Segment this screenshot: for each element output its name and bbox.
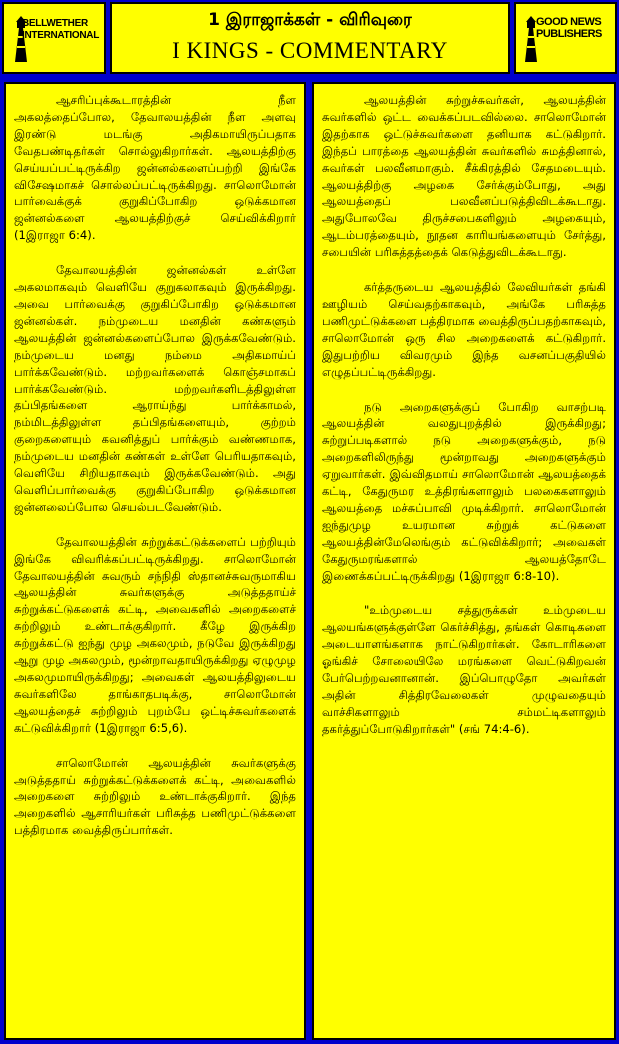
paragraph: ஆலயத்தின் சுற்றுச்சுவர்கள், ஆலயத்தின் சுவர்களில் ஒட்ட வைக்கப்படவில்லை. சாலொமோன் இதற்காக ஒட்டுச்சுவர்களை தனியாக கட்டுகிறார். இந்தப் பாரத்தை ஆலயத்தின் சுவர்களில் சுமத்தினால், சுவர்கள் பலவீனமாகும். சீக்கிரத்தில் சேதமடையும். ஆலயத்திற்கு அழகை சேர்க்கும்போது, அது ஆலயத்தைப் பலவீனப்படுத்திவிடக்கூடாது. அதுபோலவே திருச்சபைகளிலும் அழகையும், ஆடம்பரத்தையும், நூதன காரியங்களையும் சேர்த்து, சபையின் பரிசுத்தத்தைக் கெடுத்துவிடக்கூடாது. [322, 93, 606, 260]
right-logo-text: GOOD NEWS PUBLISHERS [536, 16, 602, 40]
title-tamil: 1 இராஜாக்கள் - விரிவுரை [208, 10, 412, 30]
left-column [4, 82, 306, 1040]
header [2, 2, 617, 78]
paragraph: சாலொமோன் ஆலயத்தின் சுவர்களுக்கு அடுத்ததாய் சுற்றுக்கட்டுக்களைக் கட்டி, அவைகளில் அறைகளை சுற்றிலும் உண்டாக்குகிறார். இந்த அறைகளில் ஆசாரியர்கள் பரிசுத்த பணிமுட்டுக்களை பத்திரமாக வைத்திருப்பார்கள். [14, 755, 296, 838]
title-box [110, 2, 510, 74]
paragraph: தேவாலயத்தின் ஜன்னல்கள் உள்ளே அகலமாகவும் வெளியே குறுகலாகவும் இருக்கிறது. அவை பார்வைக்கு குறுகிப்போகிற ஒடுக்கமான ஜன்னல்கள். நம்முடைய மனதின் கண்களும் ஆலயத்தின் ஜன்னல்களைப்போல இருக்கவேண்டும். நம்முடைய மனது நம்மை அதிகமாய்ப் பார்க்கவேண்டும். மற்றவர்களைக் கொஞ்சமாகப் பார்க்கவேண்டும். மற்றவர்களிடத்திலுள்ள தப்பிதங்களை ஆராய்ந்து பார்க்காமல், நம்மிடத்திலுள்ள தப்பிதங்களையும், குற்றம் குறைகளையும் கவனித்துப் பார்க்கும் வண்ணமாக, நம்முடைய மனதின் கண்கள் உள்ளே பெரியதாகவும், வெளியே சிறியதாகவும் இருக்கவேண்டும். அது வெளிப்பார்வைக்கு குறுகிப்போகிற ஒடுக்கமான ஜன்னலைப்போல செயல்படவேண்டும். [14, 263, 296, 514]
left-logo-text: BELLWETHER INTERNATIONAL [22, 18, 100, 41]
title-english: I KINGS - COMMENTARY [172, 38, 448, 63]
right-column [312, 82, 616, 1040]
paragraph: கர்த்தருடைய ஆலயத்தில் லேவியர்கள் தங்கி ஊழியம் செய்வதற்காகவும், அங்கே பரிசுத்த பணிமுட்டுக்களை பத்திரமாக வைத்திருப்பதற்காகவும், சாலொமோன் ஒரு சில அறைகளைக் கட்டுகிறார். இதுபற்றிய விவரமும் இந்த வசனப்பகுதியில் எழுதப்பட்டிருக்கிறது. [322, 280, 606, 379]
paragraph: தேவாலயத்தின் சுற்றுக்கட்டுக்களைப் பற்றியும் இங்கே விவரிக்கப்பட்டிருக்கிறது. சாலொமோன் தேவாலயத்தின் சுவரும் சந்நிதி ஸ்தானச்சுவருமாகிய ஆலயத்தின் சுவர்களுக்கு அடுத்ததாய்ச் சுற்றுக்கட்டுகளைக் கட்டி, அவைகளில் அறைகளைச் சுற்றிலும் உண்டாக்குகிறார். கீழே இருக்கிற சுற்றுக்கட்டு ஐந்து முழ அகலமும், நடுவே இருக்கிறது ஆறு முழ அகலமும், மூன்றாவதாயிருக்கிறது ஏழுமுழ அகலமுமாயிருக்கிறது; அவைகள் ஆலயத்திலுடைய சுவர்களிலே தாங்காதபடிக்கு, சாலொமோன் ஆலயத்தைச் சுற்றிலும் புறம்பே ஒட்டிச்சுவர்களைக் கட்டுவிக்கிறார் (1இராஜா 6:5,6). [14, 534, 296, 735]
bellwether-logo [2, 2, 106, 74]
paragraph: நடு அறைகளுக்குப் போகிற வாசற்படி ஆலயத்தின் வலதுபுறத்தில் இருக்கிறது; சுற்றுப்படிகளால் நடு அறைகளுக்கும், நடு அறைகளிலிருந்து மூன்றாவது அறைகளுக்கும் ஏறுவார்கள். இவ்விதமாய் சாலொமோன் ஆலயத்தைக் கட்டி, கேதுருமர உத்திரங்களாலும் பலகைகளாலும் ஆலயத்தை மச்சுப்பாவி முடிக்கிறார். சாலொமோன் ஐந்துமுழ உயரமான சுற்றுக் கட்டுகளை ஆலயத்தின்மேலெங்கும் கட்டுவிக்கிறார்; அவைகள் கேதுருமரங்களால் ஆலயத்தோடே இணைக்கப்பட்டிருக்கிறது (1இராஜா 6:8-10). [322, 399, 606, 583]
good-news-logo [514, 2, 617, 74]
paragraph: "உம்முடைய சத்துருக்கள் உம்முடைய ஆலயங்களுக்குள்ளே கெர்ச்சித்து, தங்கள் கொடிகளை அடையாளங்களாக நாட்டுகிறார்கள். கோடாரிகளை ஓங்கிச் சோலையிலே மரங்களை வெட்டுகிறவன் பேர்பெற்றவனானான். இப்பொழுதோ அவர்கள் அதின் சித்திரவேலைகள் முழுவதையும் வாச்சிகளாலும் சம்மட்டிகளாலும் தகர்த்துப்போடுகிறார்கள்" (சங் 74:4-6). [322, 603, 606, 736]
paragraph: ஆசரிப்புக்கூடாரத்தின் நீள அகலத்தைப்போல, தேவாலயத்தின் நீள அளவு இரண்டு மடங்கு அதிகமாயிருப்பதாக வேதபண்டிதர்கள் சொல்லுகிறார்கள். ஆலயத்திற்கு செய்யப்பட்டிருக்கிற ஜன்னல்களைப்பற்றி இங்கே விசேஷமாகச் சொல்லப்பட்டிருக்கிறது. சாலொமோன் பார்வைக்குக் குறுகிப்போகிற ஒடுக்கமான ஜன்னல்களை ஆலயத்திற்குச் செய்விக்கிறார் (1இராஜா 6:4). [14, 93, 296, 243]
